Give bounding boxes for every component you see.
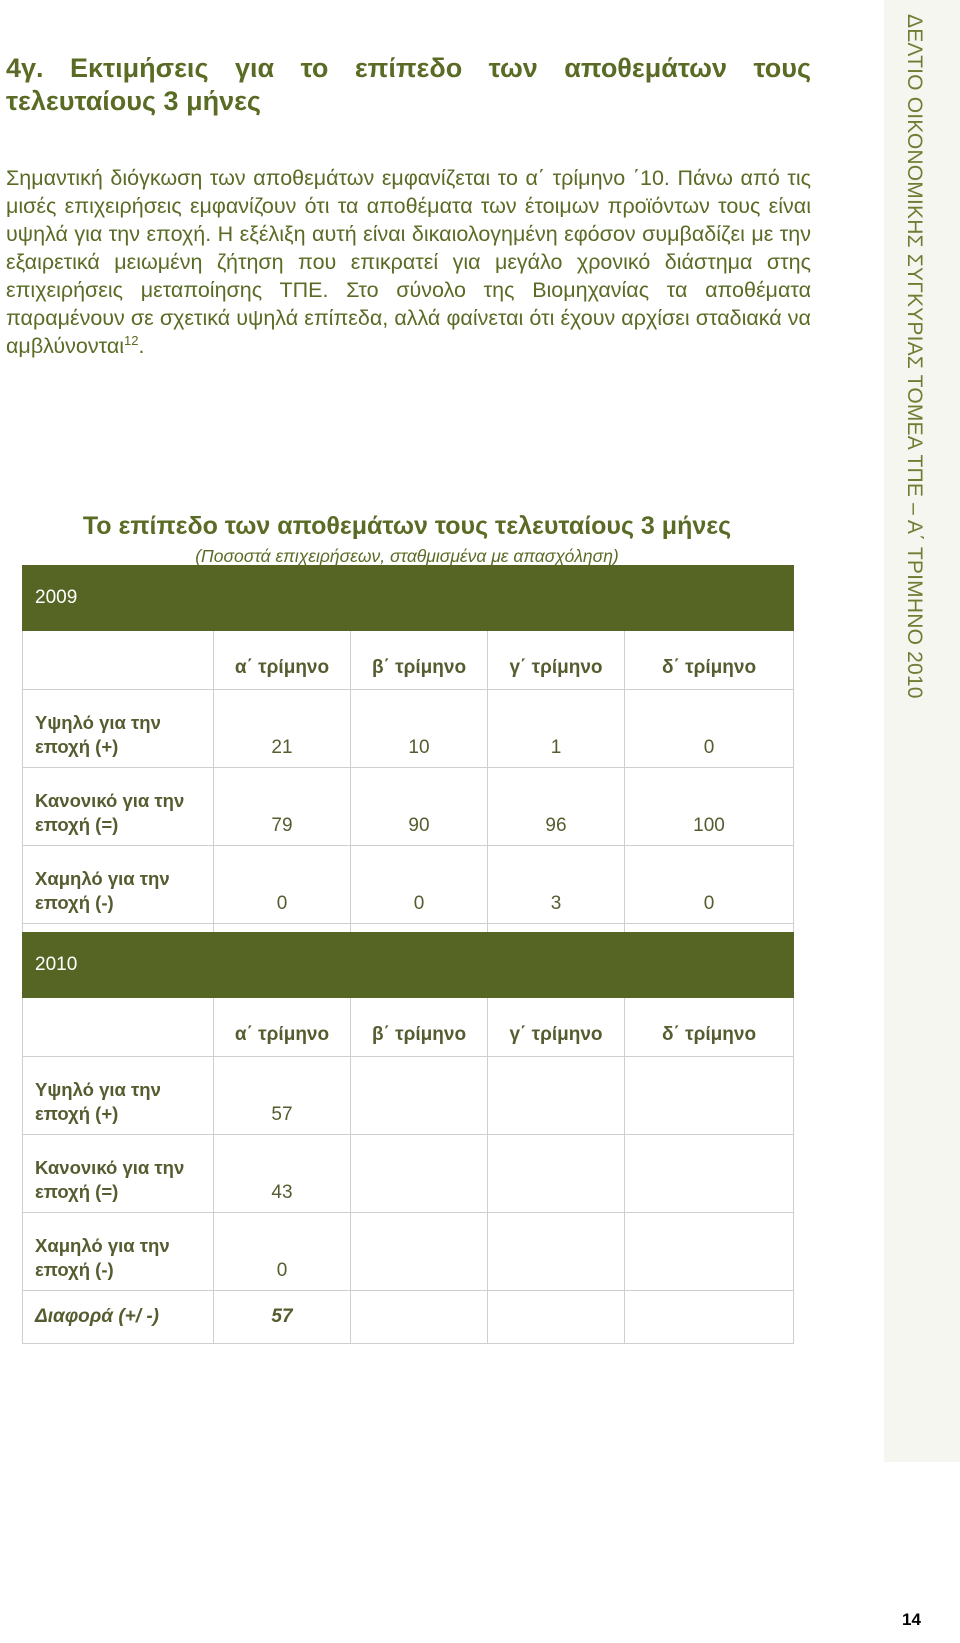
value-cell	[351, 1057, 488, 1135]
quarter-header: α΄ τρίμηνο	[214, 998, 351, 1057]
table-row	[23, 1213, 794, 1291]
quarter-header: δ΄ τρίμηνο	[625, 631, 794, 690]
quarter-header: δ΄ τρίμηνο	[625, 998, 794, 1057]
value-cell: 0	[625, 690, 794, 768]
year-label: 2009	[23, 566, 794, 631]
table-row	[23, 846, 794, 924]
paragraph-text: Σημαντική διόγκωση των αποθεμάτων εμφανίζεται το α΄ τρίμηνο ΄10. Πάνω από τις μισές επιχειρήσεις εμφανίζουν ότι τα αποθέματα των έτοιμων προϊόντων τους είναι υψηλά για την εποχή. Η εξέλιξη αυτή είναι δικαιολογημένη εφόσον συμβαδίζει με την εξαιρετικά μειωμένη ζήτηση που επικρατεί για μεγάλο χρονικό διάστημα στης επιχειρήσεις μεταποίησης ΤΠΕ. Στο σύνολο της Βιομηχανίας τα αποθέματα παραμένουν σε σχετικά υψηλά επίπεδα, αλλά φαίνεται ότι έχουν αρχίσει σταδιακά να αμβλύνονται	[6, 166, 811, 358]
row-label: Κανονικό για την εποχή (=)	[23, 1135, 214, 1213]
table-row	[23, 1057, 794, 1135]
quarter-header: β΄ τρίμηνο	[351, 998, 488, 1057]
section-heading: 4γ. Εκτιμήσεις για το επίπεδο των αποθεμάτων τους τελευταίους 3 μήνες	[6, 53, 811, 116]
table-row	[23, 768, 794, 846]
value-cell	[488, 1135, 625, 1213]
value-cell: 57	[214, 1057, 351, 1135]
row-label: Υψηλό για την εποχή (+)	[23, 1057, 214, 1135]
footnote-ref[interactable]: 12	[124, 332, 139, 348]
value-cell: 1	[488, 690, 625, 768]
side-banner-text: ΔΕΛΤΙΟ ΟΙΚΟΝΟΜΙΚΗΣ ΣΥΓΚΥΡΙΑΣ ΤΟΜΕΑ ΤΠΕ – Α΄ ΤΡΙΜΗΝΟ 2010	[903, 14, 926, 699]
quarter-header: γ΄ τρίμηνο	[488, 631, 625, 690]
difference-value	[488, 1291, 625, 1344]
difference-value	[625, 1291, 794, 1344]
value-cell: 0	[214, 1213, 351, 1291]
value-cell	[488, 1057, 625, 1135]
section-paragraph	[6, 164, 811, 360]
value-cell: 0	[625, 846, 794, 924]
value-cell: 10	[351, 690, 488, 768]
year-header-row	[23, 933, 794, 998]
value-cell	[488, 1213, 625, 1291]
side-banner	[902, 14, 942, 734]
empty-header-cell	[23, 998, 214, 1057]
value-cell: 90	[351, 768, 488, 846]
row-label: Χαμηλό για την εποχή (-)	[23, 846, 214, 924]
difference-label: Διαφορά (+/ -)	[23, 1291, 214, 1344]
value-cell: 43	[214, 1135, 351, 1213]
row-label: Κανονικό για την εποχή (=)	[23, 768, 214, 846]
year-label: 2010	[23, 933, 794, 998]
empty-header-cell	[23, 631, 214, 690]
quarter-header-row	[23, 998, 794, 1057]
value-cell: 79	[214, 768, 351, 846]
inventory-table-2009	[22, 565, 794, 977]
table-row	[23, 690, 794, 768]
value-cell: 0	[214, 846, 351, 924]
row-label: Υψηλό για την εποχή (+)	[23, 690, 214, 768]
difference-row	[23, 1291, 794, 1344]
value-cell	[351, 1135, 488, 1213]
difference-value: 57	[214, 1291, 351, 1344]
inventory-table-2010	[22, 932, 794, 1344]
row-label: Χαμηλό για την εποχή (-)	[23, 1213, 214, 1291]
table-title: Το επίπεδο των αποθεμάτων τους τελευταίους 3 μήνες	[82, 512, 732, 540]
quarter-header: α΄ τρίμηνο	[214, 631, 351, 690]
value-cell: 3	[488, 846, 625, 924]
section-content	[6, 52, 811, 360]
value-cell: 100	[625, 768, 794, 846]
page-number: 14	[902, 1610, 921, 1629]
quarter-header-row	[23, 631, 794, 690]
value-cell: 96	[488, 768, 625, 846]
value-cell	[625, 1213, 794, 1291]
paragraph-end: .	[138, 334, 145, 358]
quarter-header: γ΄ τρίμηνο	[488, 998, 625, 1057]
value-cell	[625, 1135, 794, 1213]
value-cell: 21	[214, 690, 351, 768]
year-header-row	[23, 566, 794, 631]
difference-value	[351, 1291, 488, 1344]
value-cell	[625, 1057, 794, 1135]
table-subtitle: (Ποσοστά επιχειρήσεων, σταθμισμένα με απασχόληση)	[195, 546, 619, 566]
table-row	[23, 1135, 794, 1213]
value-cell	[351, 1213, 488, 1291]
value-cell: 0	[351, 846, 488, 924]
quarter-header: β΄ τρίμηνο	[351, 631, 488, 690]
